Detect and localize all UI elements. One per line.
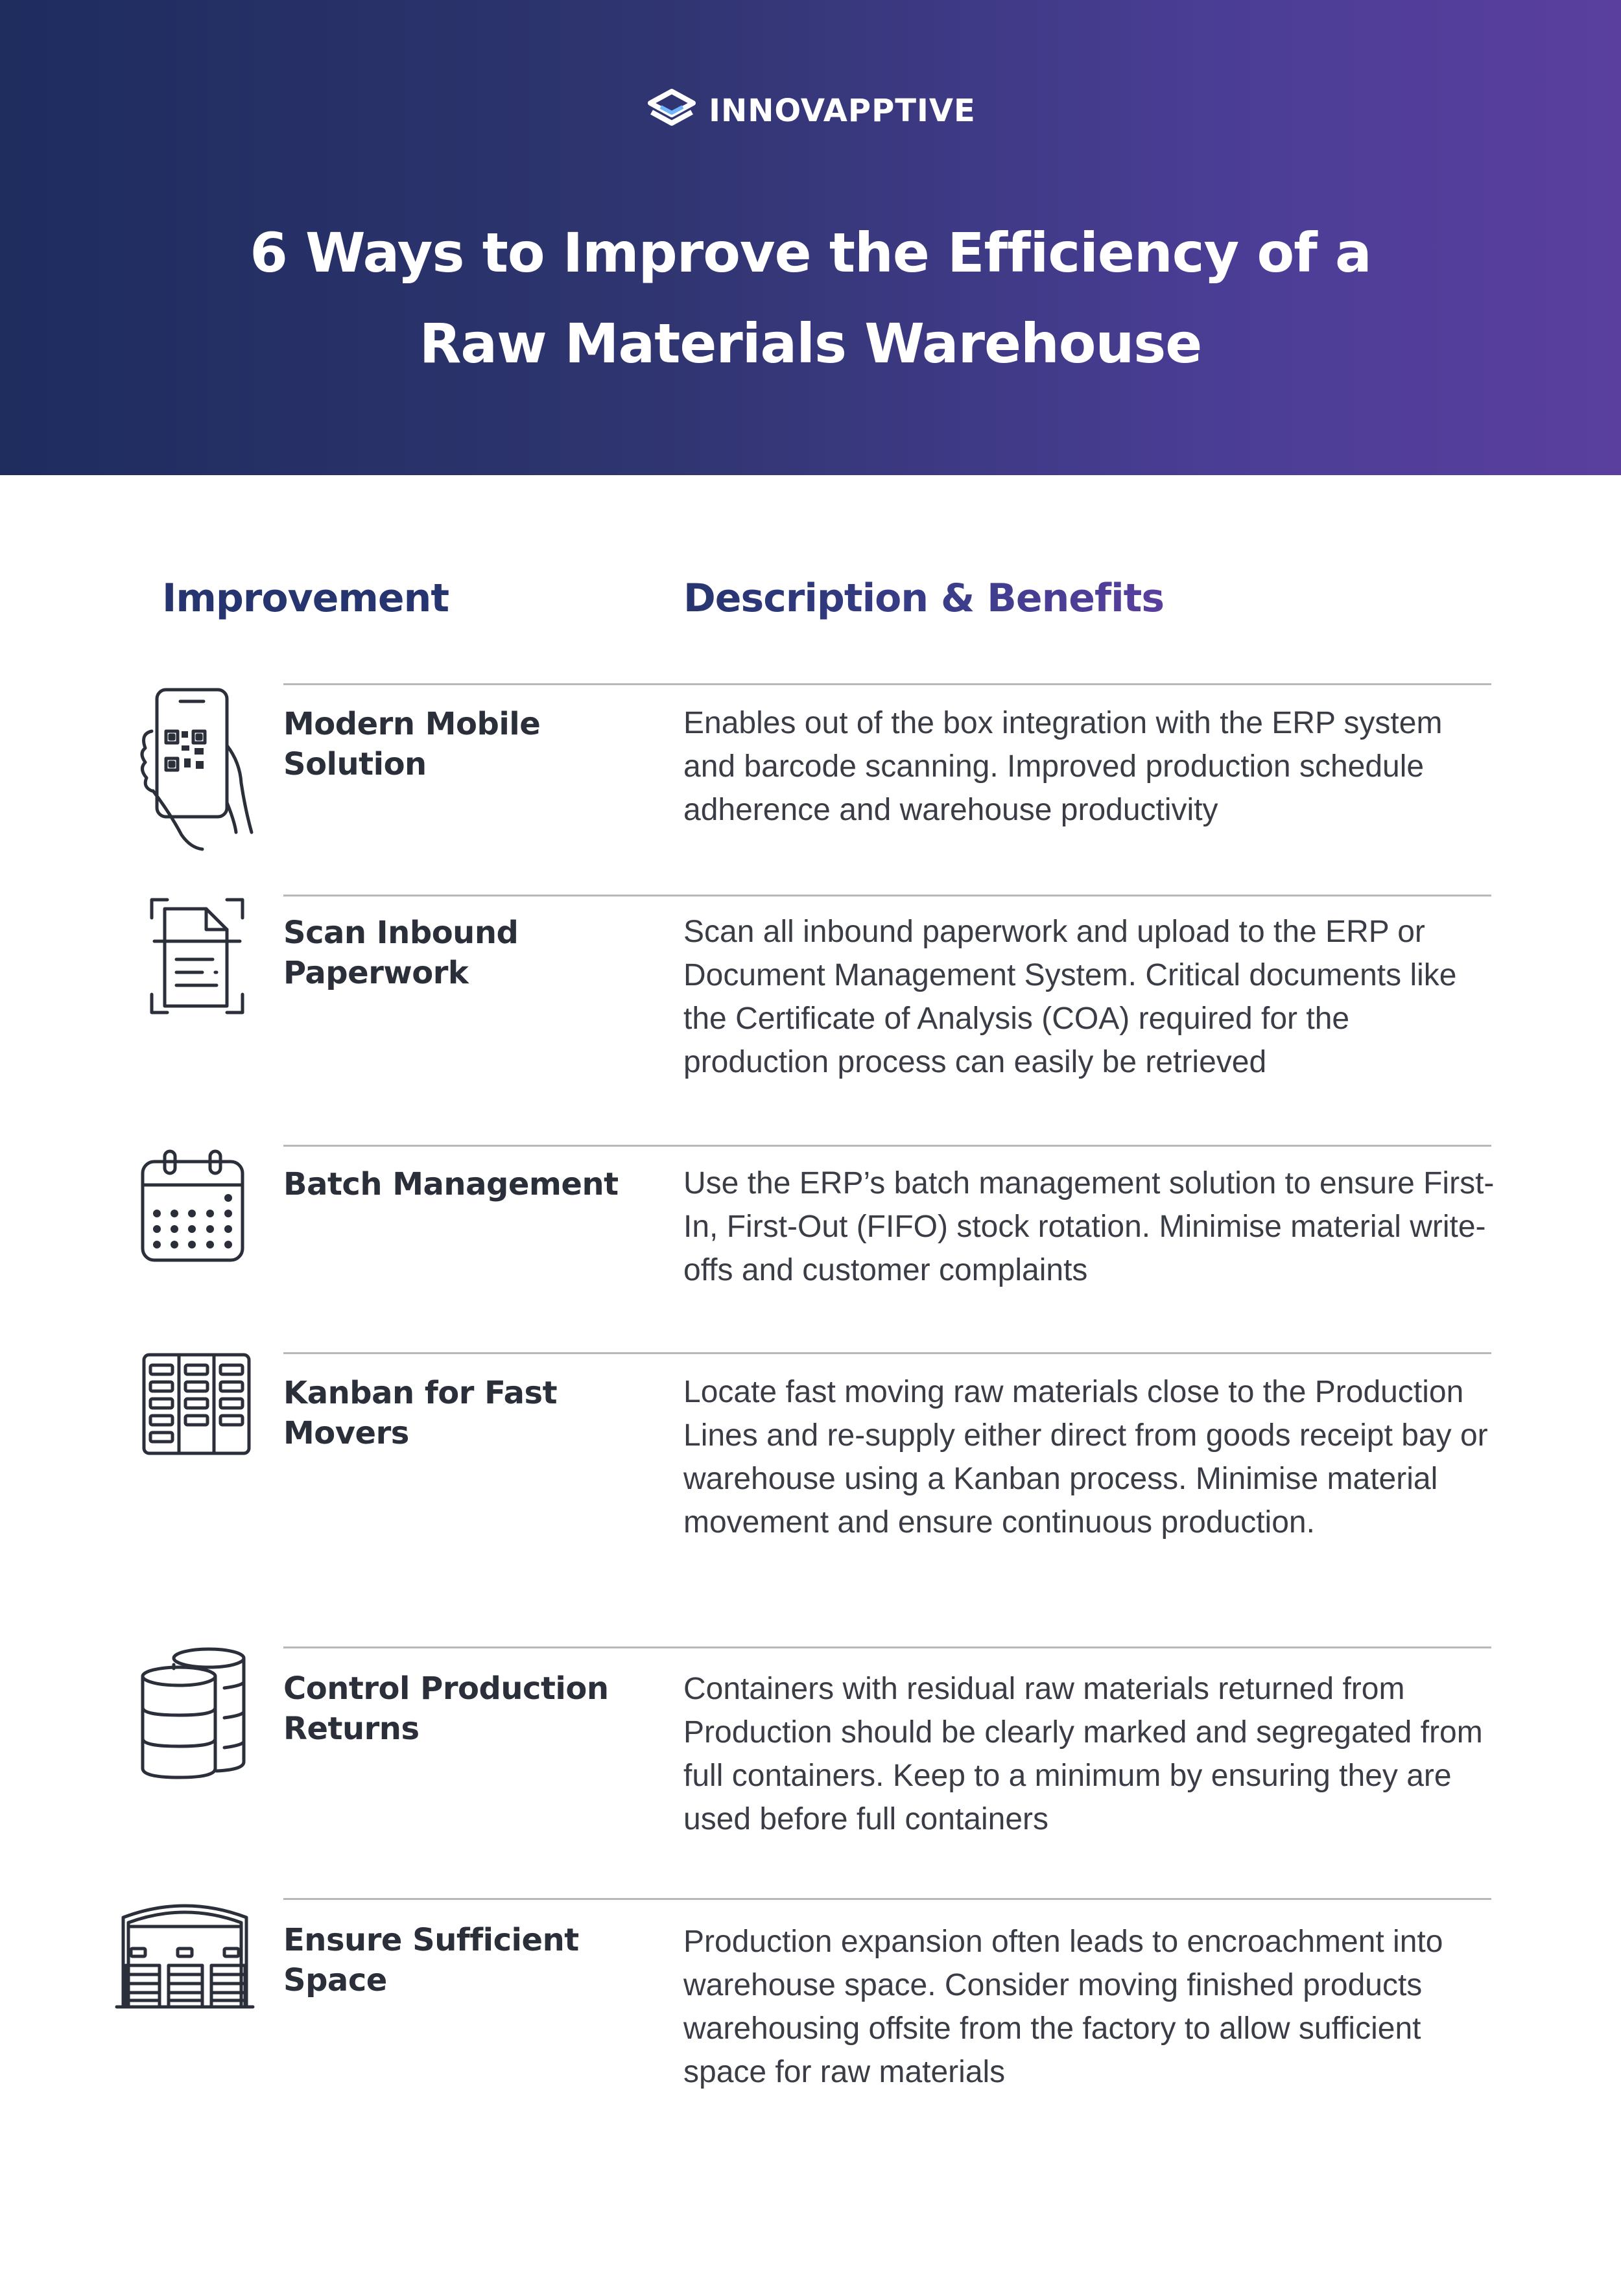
column-header-improvement: Improvement — [162, 576, 449, 621]
column-header-description: Description & Benefits — [683, 576, 1165, 621]
improvement-title: Kanban for Fast Movers — [283, 1375, 558, 1451]
row-divider — [283, 1646, 1491, 1648]
improvement-title: Control Production Returns — [283, 1670, 609, 1747]
row-divider — [283, 683, 1491, 685]
improvement-title: Batch Management — [283, 1166, 619, 1202]
innovapptive-logo-icon — [645, 88, 698, 134]
mobile-qr-icon — [137, 686, 254, 852]
improvement-description: Production expansion often leads to encroachment into warehouse space. Consider moving finished products warehousing offsite from the factory to allow sufficient space for raw materials — [683, 1925, 1443, 2089]
improvement-description: Locate fast moving raw materials close to the Production Lines and re-supply either direct from goods receipt bay or warehouse using a Kanban process. Minimise material movement and ensure continuous production. — [683, 1375, 1488, 1540]
brand-logo — [0, 88, 1621, 134]
improvement-description: Use the ERP’s batch management solution to ensure First-In, First-Out (FIFO) stock rotation. Minimise material write-offs and customer complaints — [683, 1166, 1495, 1287]
document-scan-icon — [148, 896, 246, 1016]
page-title — [162, 207, 1459, 389]
warehouse-icon — [114, 1898, 255, 2009]
header-banner — [0, 0, 1621, 475]
page-title-line-2: Raw Materials Warehouse — [419, 312, 1202, 375]
row-divider — [283, 1352, 1491, 1354]
row-divider — [283, 1145, 1491, 1147]
improvement-title: Ensure Sufficient Space — [283, 1922, 579, 1998]
improvement-description: Containers with residual raw materials returned from Production should be clearly marked and segregated from full containers. Keep to a minimum by ensuring they are used before full containers — [683, 1672, 1483, 1836]
calendar-icon — [139, 1147, 246, 1264]
row-divider — [283, 895, 1491, 896]
improvement-title: Modern Mobile Solution — [283, 706, 541, 782]
kanban-icon — [141, 1352, 252, 1456]
improvement-title: Scan Inbound Paperwork — [283, 915, 519, 991]
improvement-description: Scan all inbound paperwork and upload to the ERP or Document Management System. Critical documents like the Certificate of Analysis (COA) required for the production process can easily be retrieved — [683, 915, 1457, 1079]
improvement-description: Enables out of the box integration with the ERP system and barcode scanning. Improved production schedule adherence and warehouse productivity — [683, 706, 1443, 827]
barrels-icon — [139, 1645, 249, 1781]
page-title-line-1: 6 Ways to Improve the Efficiency of a — [250, 221, 1371, 285]
row-divider — [283, 1898, 1491, 1900]
brand-name: INNOVAPPTIVE — [709, 93, 976, 129]
